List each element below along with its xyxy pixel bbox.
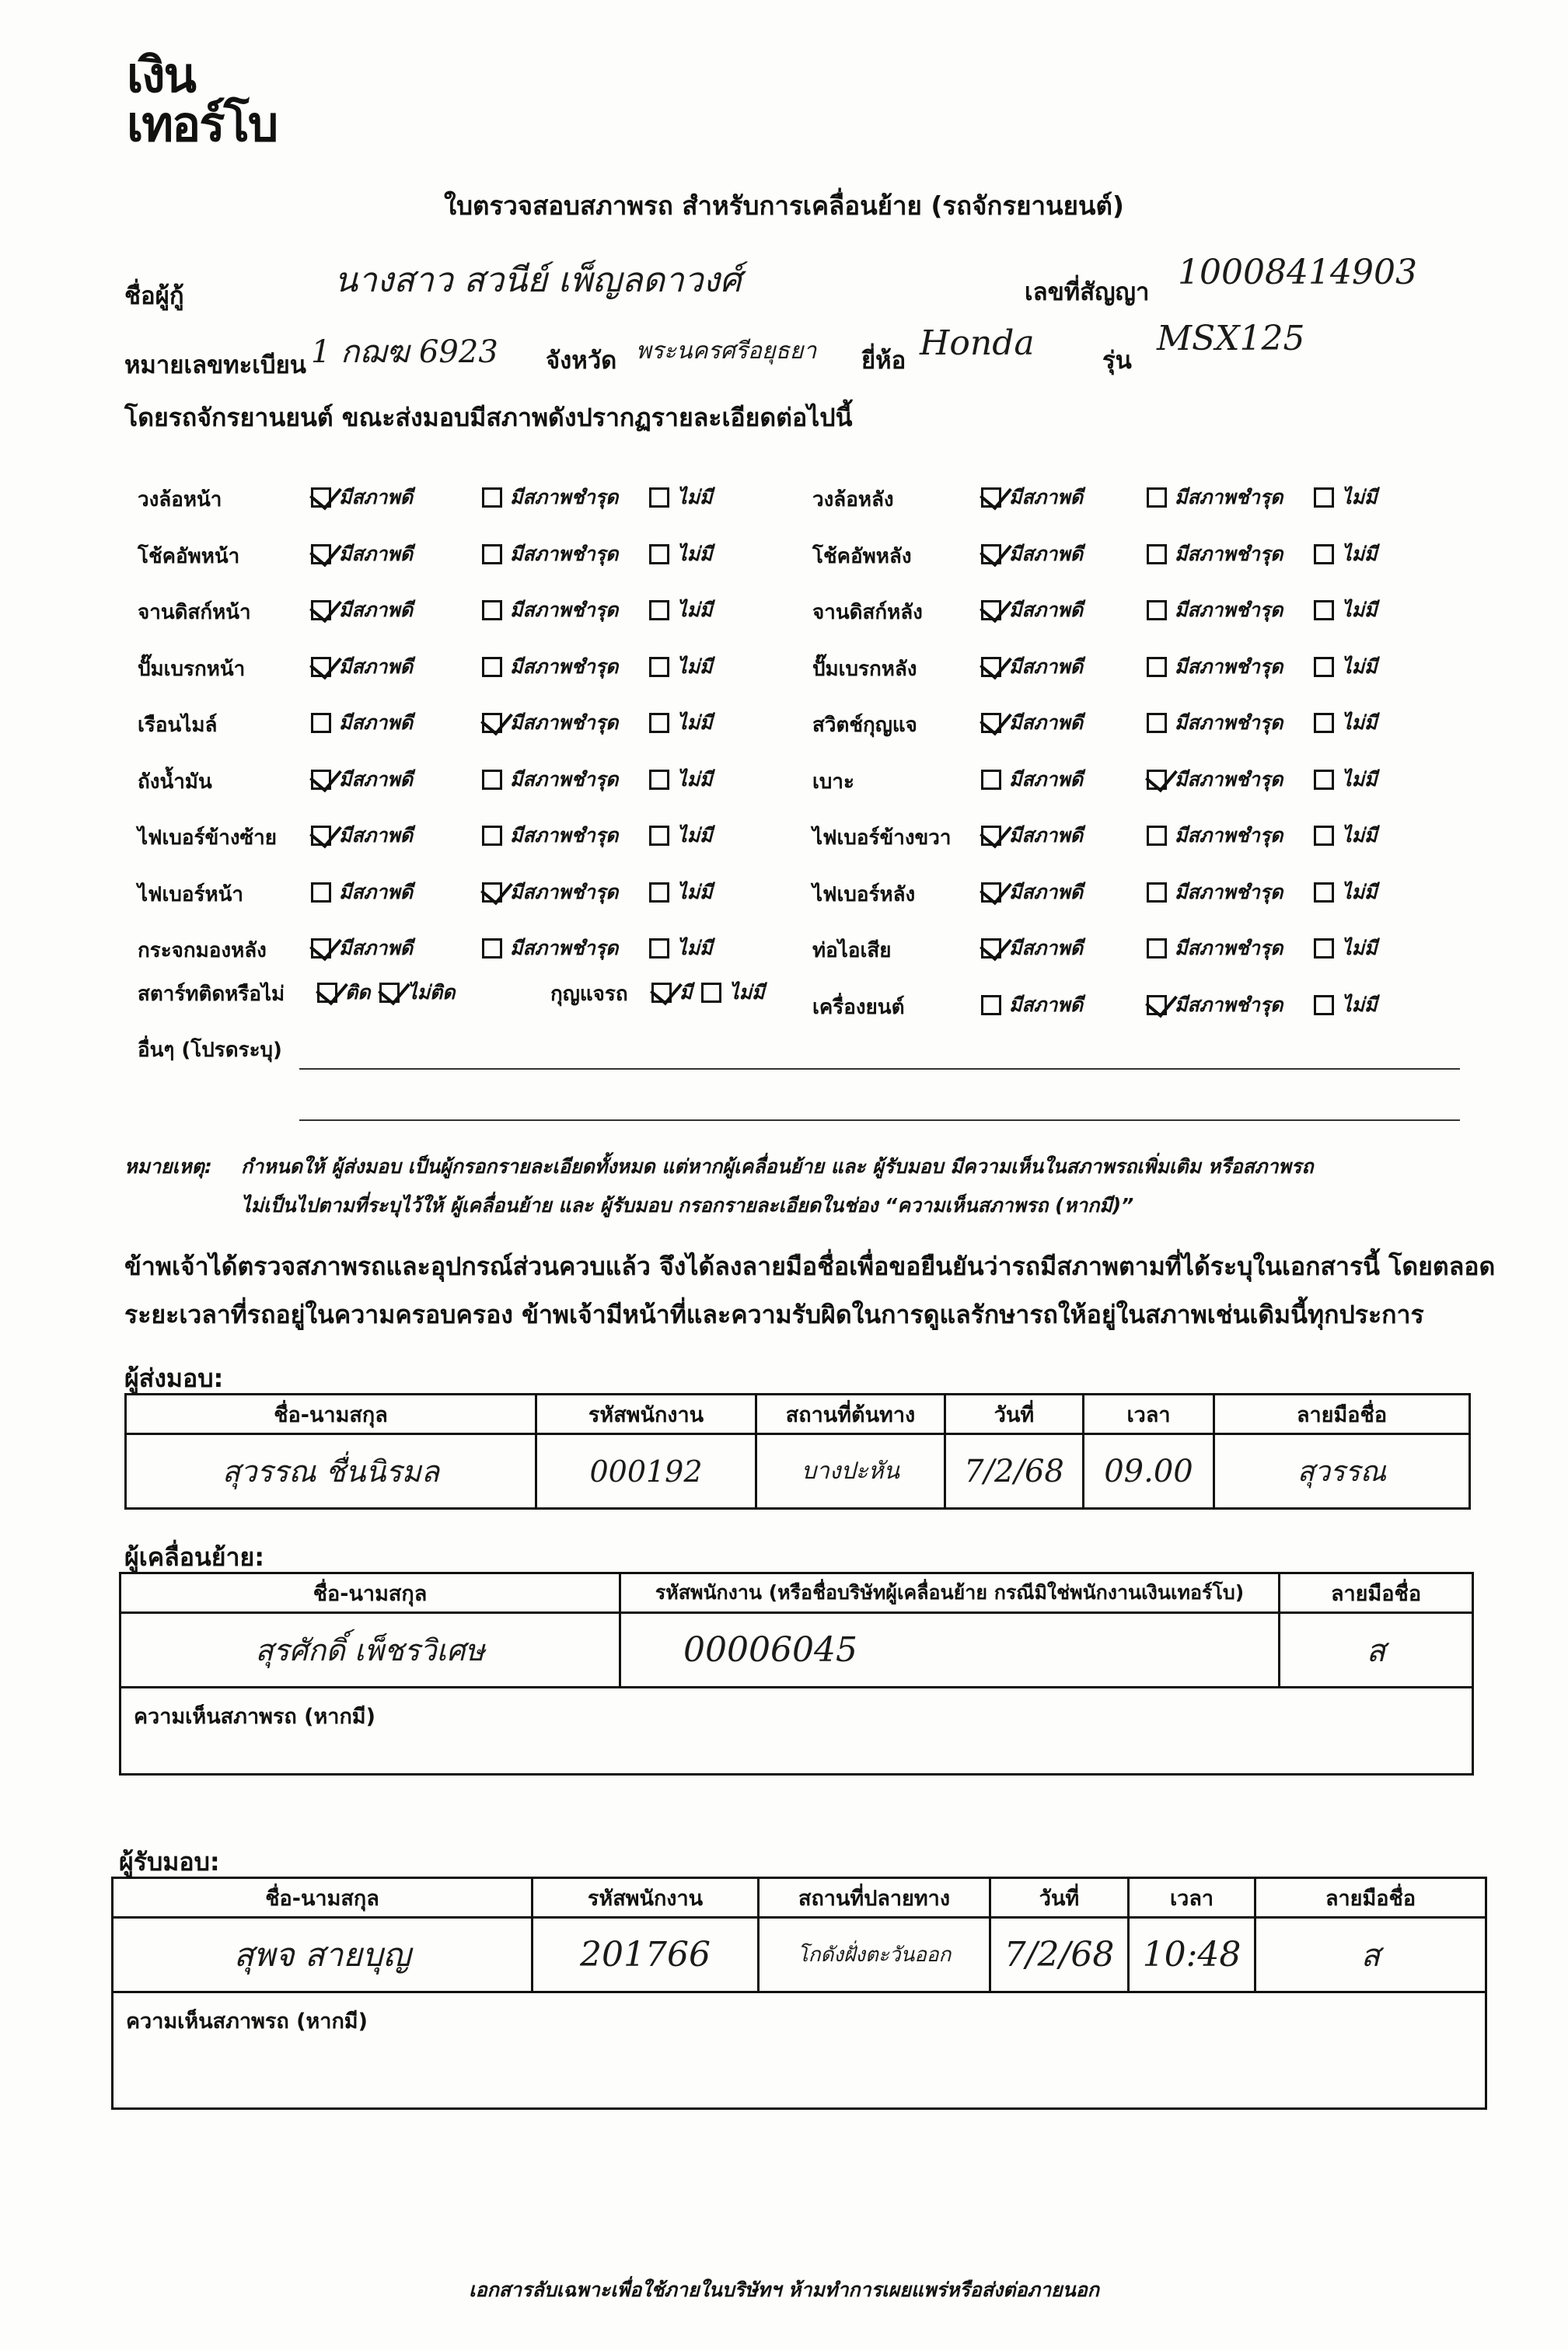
checklist-option-good[interactable] <box>981 990 1083 1021</box>
other-line-1[interactable] <box>299 1068 1460 1070</box>
checkbox-none[interactable] <box>1314 487 1334 508</box>
checklist-option-text: ไม่มี <box>1342 599 1378 621</box>
checklist-option-text: มีสภาพชำรุด <box>1175 881 1283 903</box>
checkbox-damaged[interactable] <box>1147 938 1167 959</box>
checklist-option-text: มีสภาพชำรุด <box>1175 768 1283 791</box>
checkbox-good[interactable] <box>311 938 331 959</box>
checkbox-good[interactable] <box>981 713 1001 733</box>
checklist-option-text: มีสภาพชำรุด <box>1175 937 1283 959</box>
checklist-option-damaged[interactable] <box>482 707 618 739</box>
checklist-option-text: ไม่มี <box>677 543 713 565</box>
starter-option-nostart[interactable] <box>379 977 456 1008</box>
contract-value: 10008414903 <box>1178 253 1417 292</box>
checklist-item-label: ไฟเบอร์หน้า <box>138 883 243 906</box>
note-line1: กำหนดให้ ผู้ส่งมอบ เป็นผู้กรอกรายละเอียดทั้งหมด แต่หากผู้เคลื่อนย้าย และ ผู้รับมอบ มีความเห็นในสภาพรถเพิ่มเติม หรือสภาพรถ <box>241 1155 1314 1178</box>
checklist-option-good[interactable] <box>981 651 1083 683</box>
checklist-option-text: มีสภาพชำรุด <box>1175 711 1283 734</box>
checklist-item-label: ไฟเบอร์ข้างซ้าย <box>138 826 278 850</box>
footer-confidential: เอกสารลับเฉพาะเพื่อใช้ภายในบริษัทฯ ห้ามทำการเผยแพร่หรือส่งต่อภายนอก <box>469 2278 1099 2301</box>
company-logo <box>127 47 337 168</box>
checkbox-good[interactable] <box>311 882 331 903</box>
checklist-option-good[interactable] <box>311 877 413 908</box>
sender-origin[interactable]: บางปะหัน <box>756 1434 945 1509</box>
starter-label: สตาร์ทติดหรือไม่ <box>138 983 285 1006</box>
checklist-option-text: ไม่มี <box>1342 486 1378 508</box>
checklist-option-text: ไม่มี <box>1342 993 1378 1016</box>
logo-text-line1: เงิน <box>127 47 195 103</box>
checklist-item-label: เรือนไมล์ <box>138 714 218 737</box>
checklist-item-label: โช้คอัพหน้า <box>138 545 240 568</box>
checkbox-damaged[interactable] <box>1147 487 1167 508</box>
sender-header-time: เวลา <box>1084 1395 1214 1434</box>
model-label: รุ่น <box>1102 347 1132 375</box>
checklist-option-good[interactable] <box>981 707 1083 739</box>
checklist-option-damaged[interactable] <box>1147 820 1283 851</box>
receiver-header-time: เวลา <box>1129 1878 1255 1918</box>
checklist-option-none[interactable] <box>1314 877 1378 908</box>
checkbox-none[interactable] <box>649 882 669 903</box>
mover-header-name: ชื่อ-นามสกุล <box>120 1573 620 1613</box>
checklist-option-text: มีสภาพดี <box>1009 599 1083 621</box>
checkbox-good[interactable] <box>981 938 1001 959</box>
mover-data-row <box>120 1613 1473 1688</box>
receiver-data-row <box>113 1918 1486 1992</box>
checklist-option-text: มีสภาพชำรุด <box>1175 655 1283 678</box>
receiver-header-date: วันที่ <box>990 1878 1129 1918</box>
other-label: อื่นๆ (โปรดระบุ) <box>138 1039 282 1062</box>
plate-label: หมายเลขทะเบียน <box>124 351 306 379</box>
key-option-yes[interactable] <box>651 977 692 1008</box>
checkbox-good[interactable] <box>981 995 1001 1015</box>
checklist-option-good[interactable] <box>981 539 1083 570</box>
receiver-header-signature: ลายมือชื่อ <box>1255 1878 1486 1918</box>
declaration-line1: ข้าพเจ้าได้ตรวจสภาพรถและอุปกรณ์ส่วนควบแล้ว จึงได้ลงลายมือชื่อเพื่อขอยืนยันว่ารถมีสภาพตามที่ได้ระบุในเอกสารนี้ โดยตลอด <box>124 1252 1496 1281</box>
receiver-header-destination: สถานที่ปลายทาง <box>759 1878 990 1918</box>
checkbox-good[interactable] <box>981 770 1001 790</box>
checkbox-damaged[interactable] <box>1147 995 1167 1015</box>
checklist-option-none[interactable] <box>1314 933 1378 964</box>
checklist-option-good[interactable] <box>311 820 413 851</box>
checklist-option-good[interactable] <box>981 933 1083 964</box>
checkbox-good[interactable] <box>311 657 331 677</box>
mover-header-row <box>120 1573 1473 1613</box>
sender-table <box>124 1393 1471 1510</box>
receiver-header-name: ชื่อ-นามสกุล <box>113 1878 533 1918</box>
checkbox-damaged[interactable] <box>1147 826 1167 846</box>
checklist-item-label: เบาะ <box>812 770 854 794</box>
model-value: MSX125 <box>1157 319 1305 358</box>
checkbox-good[interactable] <box>981 882 1001 903</box>
checkbox-good[interactable] <box>311 544 331 564</box>
checklist-option-text: ไม่มี <box>677 486 713 508</box>
checklist-item-label: ไฟเบอร์ข้างขวา <box>812 826 952 850</box>
checklist-option-none[interactable] <box>649 707 713 739</box>
checklist-option-text: มีสภาพชำรุด <box>510 937 619 959</box>
checklist-option-text: มีสภาพดี <box>339 543 413 565</box>
checklist-option-damaged[interactable] <box>482 595 618 626</box>
checklist-option-text: ไม่มี <box>677 711 713 734</box>
checkbox-good[interactable] <box>981 600 1001 620</box>
checklist-option-text: มีสภาพชำรุด <box>510 824 619 847</box>
checkbox-none[interactable] <box>1314 882 1334 903</box>
checklist-option-good[interactable] <box>981 764 1083 795</box>
key-yes-checkbox[interactable] <box>651 983 672 1003</box>
checklist-option-damaged[interactable] <box>1147 595 1283 626</box>
checklist-option-text: มีสภาพดี <box>1009 993 1083 1016</box>
mover-name[interactable]: สุรศักดิ์ เพ็ชรวิเศษ <box>120 1613 620 1688</box>
logo-text-line2: เทอร์โบ <box>127 96 278 152</box>
borrower-name-label: ชื่อผู้กู้ <box>124 282 184 310</box>
checklist-item-label: ท่อไอเสีย <box>812 939 892 962</box>
checkbox-damaged[interactable] <box>1147 713 1167 733</box>
starter-start-checkbox[interactable] <box>317 983 337 1003</box>
starter-option-start[interactable] <box>317 977 370 1008</box>
checkbox-none[interactable] <box>649 770 669 790</box>
sender-data-row <box>126 1434 1470 1509</box>
checkbox-none[interactable] <box>649 826 669 846</box>
checklist-option-none[interactable] <box>649 482 713 513</box>
checklist-item-label: วงล้อหลัง <box>812 488 894 512</box>
checkbox-none[interactable] <box>649 487 669 508</box>
checkbox-good[interactable] <box>311 713 331 733</box>
receiver-table <box>111 1877 1487 2110</box>
checklist-option-text: มีสภาพชำรุด <box>510 881 619 903</box>
other-line-2[interactable] <box>299 1119 1460 1121</box>
key-no-text: ไม่มี <box>729 981 765 1004</box>
checklist-option-damaged[interactable] <box>482 820 618 851</box>
checkbox-damaged[interactable] <box>482 826 502 846</box>
checklist-option-text: ไม่มี <box>1342 543 1378 565</box>
brand-value: Honda <box>920 323 1035 363</box>
checklist-option-good[interactable] <box>981 877 1083 908</box>
checklist-option-damaged[interactable] <box>482 482 618 513</box>
checkbox-none[interactable] <box>1314 600 1334 620</box>
checkbox-good[interactable] <box>981 826 1001 846</box>
sender-date[interactable]: 7/2/68 <box>945 1434 1084 1509</box>
borrower-name-value: นางสาว สวนีย์ เพ็ญลดาวงศ์ <box>334 260 742 300</box>
checklist-option-none[interactable] <box>649 764 713 795</box>
intro-text: โดยรถจักรยานยนต์ ขณะส่งมอบมีสภาพดังปรากฏรายละเอียดต่อไปนี้ <box>124 403 853 432</box>
checklist-option-none[interactable] <box>649 877 713 908</box>
declaration <box>124 1242 1496 1339</box>
checklist-option-none[interactable] <box>1314 707 1378 739</box>
checkbox-none[interactable] <box>649 657 669 677</box>
checkbox-damaged[interactable] <box>482 713 502 733</box>
receiver-signature[interactable]: ส <box>1255 1918 1486 1992</box>
checkbox-damaged[interactable] <box>482 600 502 620</box>
checkbox-damaged[interactable] <box>1147 882 1167 903</box>
checklist-option-text: ไม่มี <box>677 599 713 621</box>
sender-employee-id[interactable]: 000192 <box>536 1434 756 1509</box>
checkbox-damaged[interactable] <box>482 938 502 959</box>
checklist-option-none[interactable] <box>1314 539 1378 570</box>
contract-label: เลขที่สัญญา <box>1025 278 1150 306</box>
checklist-option-damaged[interactable] <box>482 877 618 908</box>
mover-header-id: รหัสพนักงาน (หรือชื่อบริษัทผู้เคลื่อนย้าย กรณีมิใช่พนักงานเงินเทอร์โบ) <box>620 1573 1280 1613</box>
province-value: พระนครศรีอยุธยา <box>636 337 817 365</box>
checklist-option-damaged[interactable] <box>482 764 618 795</box>
checklist-option-text: มีสภาพดี <box>1009 768 1083 791</box>
checklist-option-text: มีสภาพดี <box>1009 543 1083 565</box>
checklist-option-text: มีสภาพดี <box>1009 824 1083 847</box>
checkbox-damaged[interactable] <box>482 657 502 677</box>
checklist-option-none[interactable] <box>1314 764 1378 795</box>
sender-header-date: วันที่ <box>945 1395 1084 1434</box>
checklist-option-damaged[interactable] <box>1147 539 1283 570</box>
checkbox-damaged[interactable] <box>1147 600 1167 620</box>
starter-nostart-text: ไม่ติด <box>407 981 456 1004</box>
checklist-option-text: ไม่มี <box>677 937 713 959</box>
receiver-time[interactable]: 10:48 <box>1129 1918 1255 1992</box>
key-option-no[interactable] <box>701 977 765 1008</box>
checkbox-none[interactable] <box>1314 544 1334 564</box>
mover-employee-id[interactable]: 00006045 <box>620 1613 1280 1688</box>
plate-value: 1 กฌฆ 6923 <box>311 334 498 370</box>
checkbox-good[interactable] <box>981 657 1001 677</box>
checklist-option-none[interactable] <box>649 933 713 964</box>
key-no-checkbox[interactable] <box>701 983 721 1003</box>
mover-comment-label: ความเห็นสภาพรถ (หากมี) <box>120 1688 1473 1775</box>
checklist-option-text: ไม่มี <box>1342 937 1378 959</box>
checklist-option-damaged[interactable] <box>1147 990 1283 1021</box>
checklist-option-damaged[interactable] <box>1147 482 1283 513</box>
checklist-option-good[interactable] <box>311 595 413 626</box>
checklist-option-none[interactable] <box>649 539 713 570</box>
checklist-option-text: ไม่มี <box>1342 655 1378 678</box>
checklist-option-none[interactable] <box>1314 595 1378 626</box>
checklist-option-text: มีสภาพดี <box>339 824 413 847</box>
checklist-option-text: มีสภาพดี <box>1009 881 1083 903</box>
checklist-item-label: โช้คอัพหลัง <box>812 545 912 568</box>
checklist-option-good[interactable] <box>311 933 413 964</box>
checklist-item-label: ปั๊มเบรกหน้า <box>138 658 246 681</box>
checklist-option-good[interactable] <box>981 595 1083 626</box>
checklist-option-none[interactable] <box>1314 651 1378 683</box>
checkbox-none[interactable] <box>1314 995 1334 1015</box>
receiver-name[interactable]: สุพจ สายบุญ <box>113 1918 533 1992</box>
receiver-header-id: รหัสพนักงาน <box>533 1878 759 1918</box>
checklist-option-none[interactable] <box>649 820 713 851</box>
checkbox-good[interactable] <box>981 487 1001 508</box>
mover-table <box>119 1572 1474 1776</box>
checkbox-damaged[interactable] <box>482 882 502 903</box>
checkbox-none[interactable] <box>1314 826 1334 846</box>
checkbox-good[interactable] <box>311 487 331 508</box>
receiver-date[interactable]: 7/2/68 <box>990 1918 1129 1992</box>
checklist-item-label: จานดิสก์หน้า <box>138 601 251 624</box>
checkbox-none[interactable] <box>1314 713 1334 733</box>
key-label: กุญแจรถ <box>550 983 628 1006</box>
checklist-option-text: ไม่มี <box>677 768 713 791</box>
checkbox-none[interactable] <box>1314 770 1334 790</box>
checklist-option-text: มีสภาพดี <box>339 655 413 678</box>
checkbox-good[interactable] <box>311 826 331 846</box>
checklist-option-none[interactable] <box>649 651 713 683</box>
receiver-comment-label: ความเห็นสภาพรถ (หากมี) <box>113 1992 1486 2109</box>
checklist-option-damaged[interactable] <box>1147 651 1283 683</box>
mover-section-label: ผู้เคลื่อนย้าย: <box>124 1542 265 1572</box>
receiver-header-row <box>113 1878 1486 1918</box>
sender-time[interactable]: 09.00 <box>1084 1434 1214 1509</box>
receiver-comment-row[interactable] <box>113 1992 1486 2109</box>
checklist-option-text: ไม่มี <box>1342 711 1378 734</box>
sender-section-label: ผู้ส่งมอบ: <box>124 1364 224 1393</box>
sender-header-signature: ลายมือชื่อ <box>1214 1395 1470 1434</box>
checklist-option-text: มีสภาพชำรุด <box>510 711 619 734</box>
sender-header-origin: สถานที่ต้นทาง <box>756 1395 945 1434</box>
checklist-option-text: มีสภาพชำรุด <box>1175 486 1283 508</box>
checklist-option-damaged[interactable] <box>482 933 618 964</box>
checklist-option-damaged[interactable] <box>1147 707 1283 739</box>
checklist-option-none[interactable] <box>649 595 713 626</box>
receiver-section-label: ผู้รับมอบ: <box>119 1847 220 1877</box>
checklist-option-damaged[interactable] <box>1147 764 1283 795</box>
checklist-option-text: มีสภาพชำรุด <box>510 599 619 621</box>
checklist-option-text: มีสภาพชำรุด <box>1175 599 1283 621</box>
checklist-option-text: มีสภาพดี <box>339 599 413 621</box>
checklist-option-text: มีสภาพดี <box>339 711 413 734</box>
checkbox-none[interactable] <box>649 600 669 620</box>
checklist-item-label: สวิตช์กุญแจ <box>812 714 917 737</box>
checklist-option-good[interactable] <box>981 482 1083 513</box>
sender-name[interactable]: สุวรรณ ชื่นนิรมล <box>126 1434 536 1509</box>
checklist-item-label: วงล้อหน้า <box>138 488 222 512</box>
checklist-option-damaged[interactable] <box>1147 933 1283 964</box>
checklist-option-text: มีสภาพดี <box>339 881 413 903</box>
checklist-option-damaged[interactable] <box>482 651 618 683</box>
checklist-option-text: มีสภาพชำรุด <box>510 655 619 678</box>
starter-nostart-checkbox[interactable] <box>379 983 400 1003</box>
mover-comment-row[interactable] <box>120 1688 1473 1775</box>
checklist-option-text: มีสภาพดี <box>1009 937 1083 959</box>
checklist-option-good[interactable] <box>311 482 413 513</box>
checklist-option-text: ไม่มี <box>677 824 713 847</box>
checklist-item-label: เครื่องยนต์ <box>812 996 905 1019</box>
checklist-option-text: มีสภาพชำรุด <box>510 543 619 565</box>
brand-label: ยี่ห้อ <box>861 347 906 375</box>
checkbox-none[interactable] <box>1314 938 1334 959</box>
note-label: หมายเหตุ: <box>124 1155 212 1178</box>
checkbox-good[interactable] <box>311 600 331 620</box>
checklist-option-text: มีสภาพดี <box>1009 655 1083 678</box>
sender-header-name: ชื่อ-นามสกุล <box>126 1395 536 1434</box>
checklist-item-label: กระจกมองหลัง <box>138 939 267 962</box>
checklist-item-label: ไฟเบอร์หลัง <box>812 883 916 906</box>
checkbox-good[interactable] <box>311 770 331 790</box>
checklist-item-label: ปั๊มเบรกหลัง <box>812 658 917 681</box>
checklist-option-text: ไม่มี <box>1342 824 1378 847</box>
checklist-option-good[interactable] <box>981 820 1083 851</box>
mover-signature[interactable]: ส <box>1280 1613 1473 1688</box>
checkbox-none[interactable] <box>649 544 669 564</box>
checklist-option-text: ไม่มี <box>1342 768 1378 791</box>
checklist-item-label: ถังน้ำมัน <box>138 770 212 794</box>
checklist-option-good[interactable] <box>311 539 413 570</box>
checklist-option-good[interactable] <box>311 764 413 795</box>
checklist-option-none[interactable] <box>1314 990 1378 1021</box>
checklist-item-label: จานดิสก์หลัง <box>812 601 923 624</box>
checklist-option-text: มีสภาพชำรุด <box>510 768 619 791</box>
receiver-employee-id[interactable]: 201766 <box>533 1918 759 1992</box>
key-yes-text: มี <box>679 981 693 1004</box>
checklist-option-good[interactable] <box>311 651 413 683</box>
checklist-option-text: มีสภาพดี <box>1009 486 1083 508</box>
checklist-option-damaged[interactable] <box>1147 877 1283 908</box>
checklist-option-text: ไม่มี <box>1342 881 1378 903</box>
checklist-option-text: มีสภาพชำรุด <box>1175 993 1283 1016</box>
checklist-option-text: มีสภาพดี <box>1009 711 1083 734</box>
note-block <box>124 1147 1469 1225</box>
checklist-option-text: มีสภาพชำรุด <box>1175 543 1283 565</box>
checkbox-damaged[interactable] <box>1147 657 1167 677</box>
sender-header-id: รหัสพนักงาน <box>536 1395 756 1434</box>
mover-header-signature: ลายมือชื่อ <box>1280 1573 1473 1613</box>
checkbox-damaged[interactable] <box>1147 544 1167 564</box>
checklist-option-text: มีสภาพชำรุด <box>1175 824 1283 847</box>
checklist-option-text: ไม่มี <box>677 655 713 678</box>
checklist-option-text: ไม่มี <box>677 881 713 903</box>
checkbox-none[interactable] <box>649 938 669 959</box>
checklist-option-damaged[interactable] <box>482 539 618 570</box>
checklist-option-good[interactable] <box>311 707 413 739</box>
declaration-line2: ระยะเวลาที่รถอยู่ในความครอบครอง ข้าพเจ้ามีหน้าที่และความรับผิดในการดูแลรักษารถให้อยู่ในสภาพเช่นเดิมนี้ทุกประการ <box>124 1300 1424 1329</box>
note-line2: ไม่เป็นไปตามที่ระบุไว้ให้ ผู้เคลื่อนย้าย และ ผู้รับมอบ กรอกรายละเอียดในช่อง “ความเห็นสภาพรถ (หากมี)” <box>241 1194 1134 1217</box>
sender-signature[interactable]: สุวรรณ <box>1214 1434 1470 1509</box>
checkbox-damaged[interactable] <box>482 544 502 564</box>
checkbox-damaged[interactable] <box>1147 770 1167 790</box>
sender-header-row <box>126 1395 1470 1434</box>
checklist-option-text: มีสภาพดี <box>339 768 413 791</box>
form-title: ใบตรวจสอบสภาพรถ สำหรับการเคลื่อนย้าย (รถจักรยานยนต์) <box>444 190 1124 221</box>
checkbox-none[interactable] <box>649 713 669 733</box>
checklist-option-text: มีสภาพดี <box>339 937 413 959</box>
checkbox-none[interactable] <box>1314 657 1334 677</box>
checklist-option-text: มีสภาพดี <box>339 486 413 508</box>
starter-start-text: ติด <box>345 981 371 1004</box>
checklist-option-text: มีสภาพชำรุด <box>510 486 619 508</box>
checklist-option-none[interactable] <box>1314 482 1378 513</box>
checklist-option-none[interactable] <box>1314 820 1378 851</box>
checkbox-good[interactable] <box>981 544 1001 564</box>
province-label: จังหวัด <box>546 347 617 375</box>
checkbox-damaged[interactable] <box>482 487 502 508</box>
receiver-destination[interactable]: โกดังฝั่งตะวันออก <box>759 1918 990 1992</box>
checkbox-damaged[interactable] <box>482 770 502 790</box>
